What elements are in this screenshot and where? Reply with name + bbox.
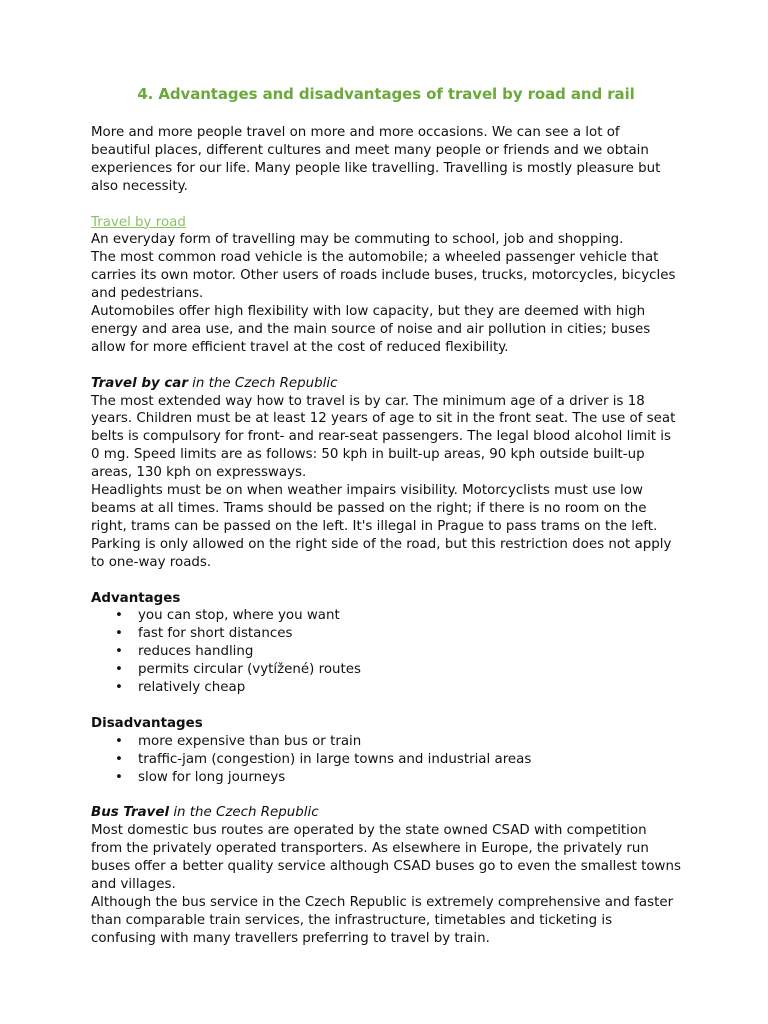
car-paragraph-1: The most extended way how to travel is by car. The minimum age of a driver is 18 years. Children must be at least 12 years of age to sit in the front seat. The use of seat belts is compulsory for front- and rear-seat passengers. The legal blood alcohol limit is 0 mg. Speed limits are as follows: 50 kph in built-up areas, 90 kph outside built-up areas, 130 kph on expressways.	[91, 393, 676, 481]
spacer	[91, 572, 681, 590]
intro-paragraph: More and more people travel on more and more occasions. We can see a lot of beautiful places, different cultures and meet many people or friends and we obtain experiences for our life. Many people like travelling. Travelling is mostly pleasure but also necessity.	[91, 125, 661, 194]
bullet-icon: •	[115, 644, 123, 660]
list-item-text: permits circular (vytížené) routes	[138, 662, 361, 678]
travel-by-car-heading-bold: Travel by car	[91, 375, 188, 391]
travel-by-car-heading	[91, 375, 681, 393]
list-item-text: fast for short distances	[138, 626, 293, 642]
bus-paragraph-1: Most domestic bus routes are operated by the state owned CSAD with competition from the privately operated transporters. As elsewhere in Europe, the privately run buses offer a better quality service although CSAD buses go to even the smallest towns and villages.	[91, 823, 681, 892]
list-item	[91, 679, 681, 697]
bullet-icon: •	[115, 733, 123, 749]
car-paragraph-2: Headlights must be on when weather impairs visibility. Motorcyclists must use low beams at all times. Trams should be passed on the right; if there is no room on the right, trams can be passed on the left. It's illegal in Prague to pass trams on the left.	[91, 483, 658, 534]
bullet-icon: •	[115, 662, 123, 678]
bullet-icon: •	[115, 769, 123, 785]
list-item-text: reduces handling	[138, 644, 254, 660]
spacer	[91, 786, 681, 804]
bus-paragraph-2: Although the bus service in the Czech Republic is extremely comprehensive and faster than comparable train services, the infrastructure, timetables and ticketing is confusing with many travellers preferring to travel by train.	[91, 894, 674, 946]
spacer	[91, 357, 681, 375]
bus-travel-heading	[91, 804, 681, 822]
road-paragraph-1: An everyday form of travelling may be commuting to school, job and shopping.	[91, 232, 624, 248]
disadvantages-heading: Disadvantages	[91, 715, 203, 731]
spacer	[91, 697, 681, 715]
document-page	[91, 84, 681, 948]
bullet-icon: •	[115, 751, 123, 767]
advantages-list	[91, 607, 681, 697]
road-paragraph-2: The most common road vehicle is the automobile; a wheeled passenger vehicle that carries its own motor. Other users of roads include buses, trucks, motorcycles, bicycles and pedestrians.	[91, 250, 676, 302]
list-item-text: you can stop, where you want	[138, 608, 340, 624]
list-item-text: slow for long journeys	[138, 769, 286, 785]
advantages-heading: Advantages	[91, 590, 181, 606]
bus-travel-heading-bold: Bus Travel	[91, 805, 170, 821]
list-item-text: more expensive than bus or train	[138, 733, 362, 749]
car-paragraph-3: Parking is only allowed on the right side of the road, but this restriction does not apply to one-way roads.	[91, 536, 672, 570]
bullet-icon: •	[115, 680, 123, 696]
list-item	[91, 751, 681, 769]
travel-by-car-heading-rest: in the Czech Republic	[187, 375, 338, 391]
list-item	[91, 607, 681, 625]
list-item	[91, 661, 681, 679]
disadvantages-list	[91, 733, 681, 787]
list-item	[91, 643, 681, 661]
bullet-icon: •	[115, 626, 123, 642]
bus-travel-heading-rest: in the Czech Republic	[169, 805, 319, 821]
bullet-icon: •	[115, 608, 123, 624]
spacer	[91, 196, 681, 214]
road-paragraph-3: Automobiles offer high flexibility with low capacity, but they are deemed with high energy and area use, and the main source of noise and air pollution in cities; buses allow for more efficient travel at the cost of reduced flexibility.	[91, 304, 651, 355]
list-item-text: relatively cheap	[138, 680, 246, 696]
page-title: 4. Advantages and disadvantages of travel by road and rail	[137, 85, 635, 103]
list-item-text: traffic-jam (congestion) in large towns and industrial areas	[138, 751, 532, 767]
list-item	[91, 769, 681, 787]
list-item	[91, 733, 681, 751]
list-item	[91, 625, 681, 643]
travel-by-road-heading: Travel by road	[91, 214, 186, 230]
